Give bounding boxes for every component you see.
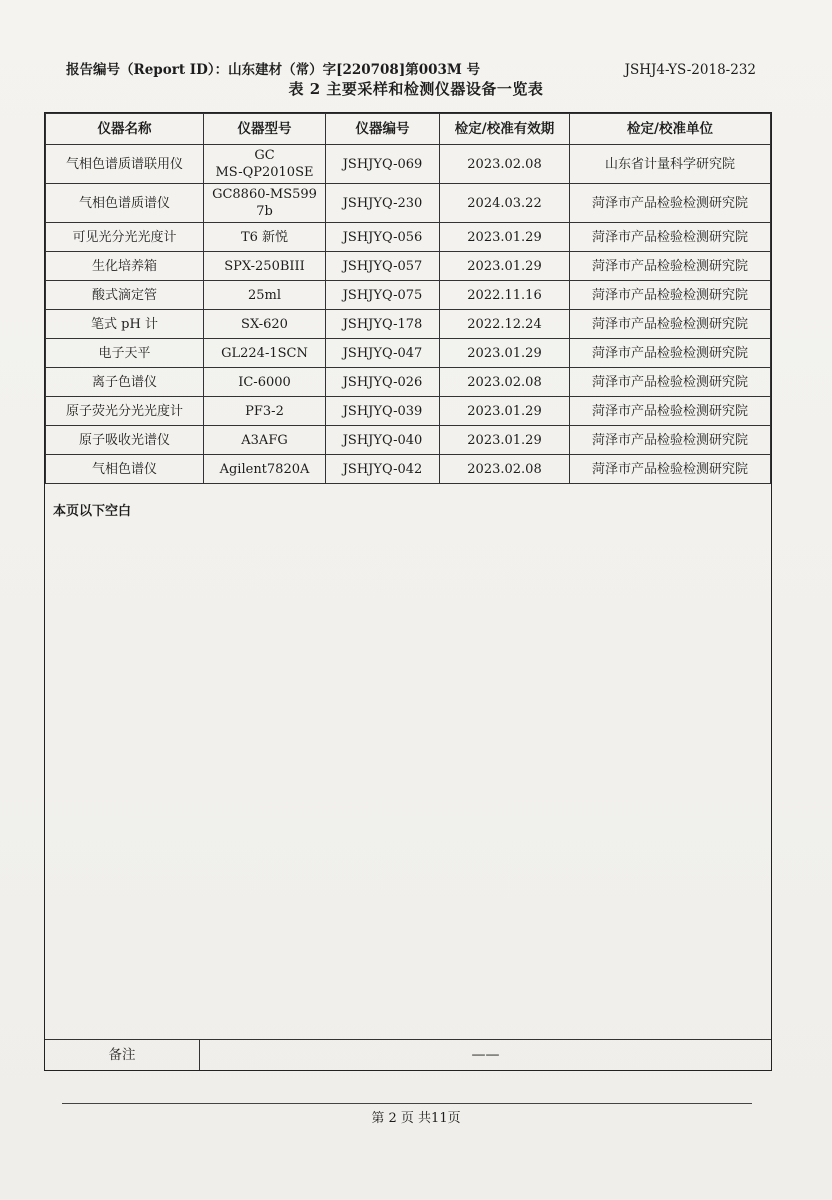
instrument-model: GC MS-QP2010SE (204, 145, 326, 184)
table-row (46, 145, 771, 184)
table-row (46, 223, 771, 252)
column-header: 仪器型号 (204, 114, 326, 145)
instrument-name: 气相色谱仪 (46, 455, 204, 484)
instrument-model: A3AFG (204, 426, 326, 455)
remarks-row (45, 1039, 771, 1070)
instrument-model: SPX-250BIII (204, 252, 326, 281)
calibration-validity: 2023.01.29 (440, 426, 570, 455)
calibration-unit: 菏泽市产品检验检测研究院 (570, 252, 771, 281)
table-row (46, 397, 771, 426)
calibration-unit: 菏泽市产品检验检测研究院 (570, 426, 771, 455)
instrument-name: 离子色谱仪 (46, 368, 204, 397)
calibration-unit: 菏泽市产品检验检测研究院 (570, 281, 771, 310)
calibration-unit: 菏泽市产品检验检测研究院 (570, 223, 771, 252)
calibration-validity: 2023.01.29 (440, 252, 570, 281)
blank-below-note: 本页以下空白 (53, 504, 132, 519)
instrument-model: PF3-2 (204, 397, 326, 426)
instrument-number: JSHJYQ-040 (326, 426, 440, 455)
instrument-model: Agilent7820A (204, 455, 326, 484)
calibration-unit: 菏泽市产品检验检测研究院 (570, 368, 771, 397)
remarks-value: —— (471, 1047, 500, 1063)
report-id: 报告编号（Report ID）：山东建材（常）字[220708]第003M 号 (66, 62, 481, 78)
calibration-validity: 2023.01.29 (440, 397, 570, 426)
calibration-validity: 2024.03.22 (440, 184, 570, 223)
instrument-number: JSHJYQ-042 (326, 455, 440, 484)
instrument-number: JSHJYQ-075 (326, 281, 440, 310)
remarks-label: 备注 (45, 1040, 200, 1070)
calibration-validity: 2023.02.08 (440, 455, 570, 484)
instrument-number: JSHJYQ-178 (326, 310, 440, 339)
calibration-unit: 菏泽市产品检验检测研究院 (570, 455, 771, 484)
instrument-number: JSHJYQ-056 (326, 223, 440, 252)
instrument-number: JSHJYQ-057 (326, 252, 440, 281)
instrument-model: IC-6000 (204, 368, 326, 397)
footer-divider (62, 1103, 752, 1104)
column-header: 检定/校准单位 (570, 114, 771, 145)
table-row (46, 339, 771, 368)
table-row (46, 252, 771, 281)
instrument-number: JSHJYQ-047 (326, 339, 440, 368)
calibration-validity: 2023.02.08 (440, 368, 570, 397)
instrument-number: JSHJYQ-026 (326, 368, 440, 397)
instrument-number: JSHJYQ-230 (326, 184, 440, 223)
instrument-name: 气相色谱质谱仪 (46, 184, 204, 223)
table-header-row (46, 114, 771, 145)
document-code: JSHJ4-YS-2018-232 (624, 62, 756, 78)
instrument-model: 25ml (204, 281, 326, 310)
column-header: 仪器名称 (46, 114, 204, 145)
calibration-validity: 2023.02.08 (440, 145, 570, 184)
instrument-table (45, 113, 771, 484)
instrument-name: 生化培养箱 (46, 252, 204, 281)
table-row (46, 368, 771, 397)
instrument-model: GL224-1SCN (204, 339, 326, 368)
table-title: 表 2 主要采样和检测仪器设备一览表 (288, 80, 544, 98)
calibration-unit: 菏泽市产品检验检测研究院 (570, 184, 771, 223)
instrument-name: 笔式 pH 计 (46, 310, 204, 339)
table-row (46, 310, 771, 339)
table-row (46, 184, 771, 223)
instrument-name: 气相色谱质谱联用仪 (46, 145, 204, 184)
calibration-validity: 2023.01.29 (440, 339, 570, 368)
instrument-model: SX-620 (204, 310, 326, 339)
instrument-table-frame (44, 112, 772, 1071)
instrument-name: 原子吸收光谱仪 (46, 426, 204, 455)
calibration-unit: 菏泽市产品检验检测研究院 (570, 339, 771, 368)
instrument-model: GC8860-MS599 7b (204, 184, 326, 223)
instrument-number: JSHJYQ-039 (326, 397, 440, 426)
instrument-name: 酸式滴定管 (46, 281, 204, 310)
calibration-unit: 菏泽市产品检验检测研究院 (570, 397, 771, 426)
calibration-unit: 山东省计量科学研究院 (570, 145, 771, 184)
column-header: 仪器编号 (326, 114, 440, 145)
instrument-name: 可见光分光光度计 (46, 223, 204, 252)
table-row (46, 281, 771, 310)
page-number: 第 2 页 共11页 (371, 1111, 461, 1126)
table-row (46, 426, 771, 455)
calibration-validity: 2022.11.16 (440, 281, 570, 310)
calibration-unit: 菏泽市产品检验检测研究院 (570, 310, 771, 339)
calibration-validity: 2023.01.29 (440, 223, 570, 252)
instrument-name: 原子荧光分光光度计 (46, 397, 204, 426)
page-header (66, 58, 756, 78)
table-row (46, 455, 771, 484)
instrument-model: T6 新悦 (204, 223, 326, 252)
instrument-name: 电子天平 (46, 339, 204, 368)
instrument-number: JSHJYQ-069 (326, 145, 440, 184)
calibration-validity: 2022.12.24 (440, 310, 570, 339)
column-header: 检定/校准有效期 (440, 114, 570, 145)
